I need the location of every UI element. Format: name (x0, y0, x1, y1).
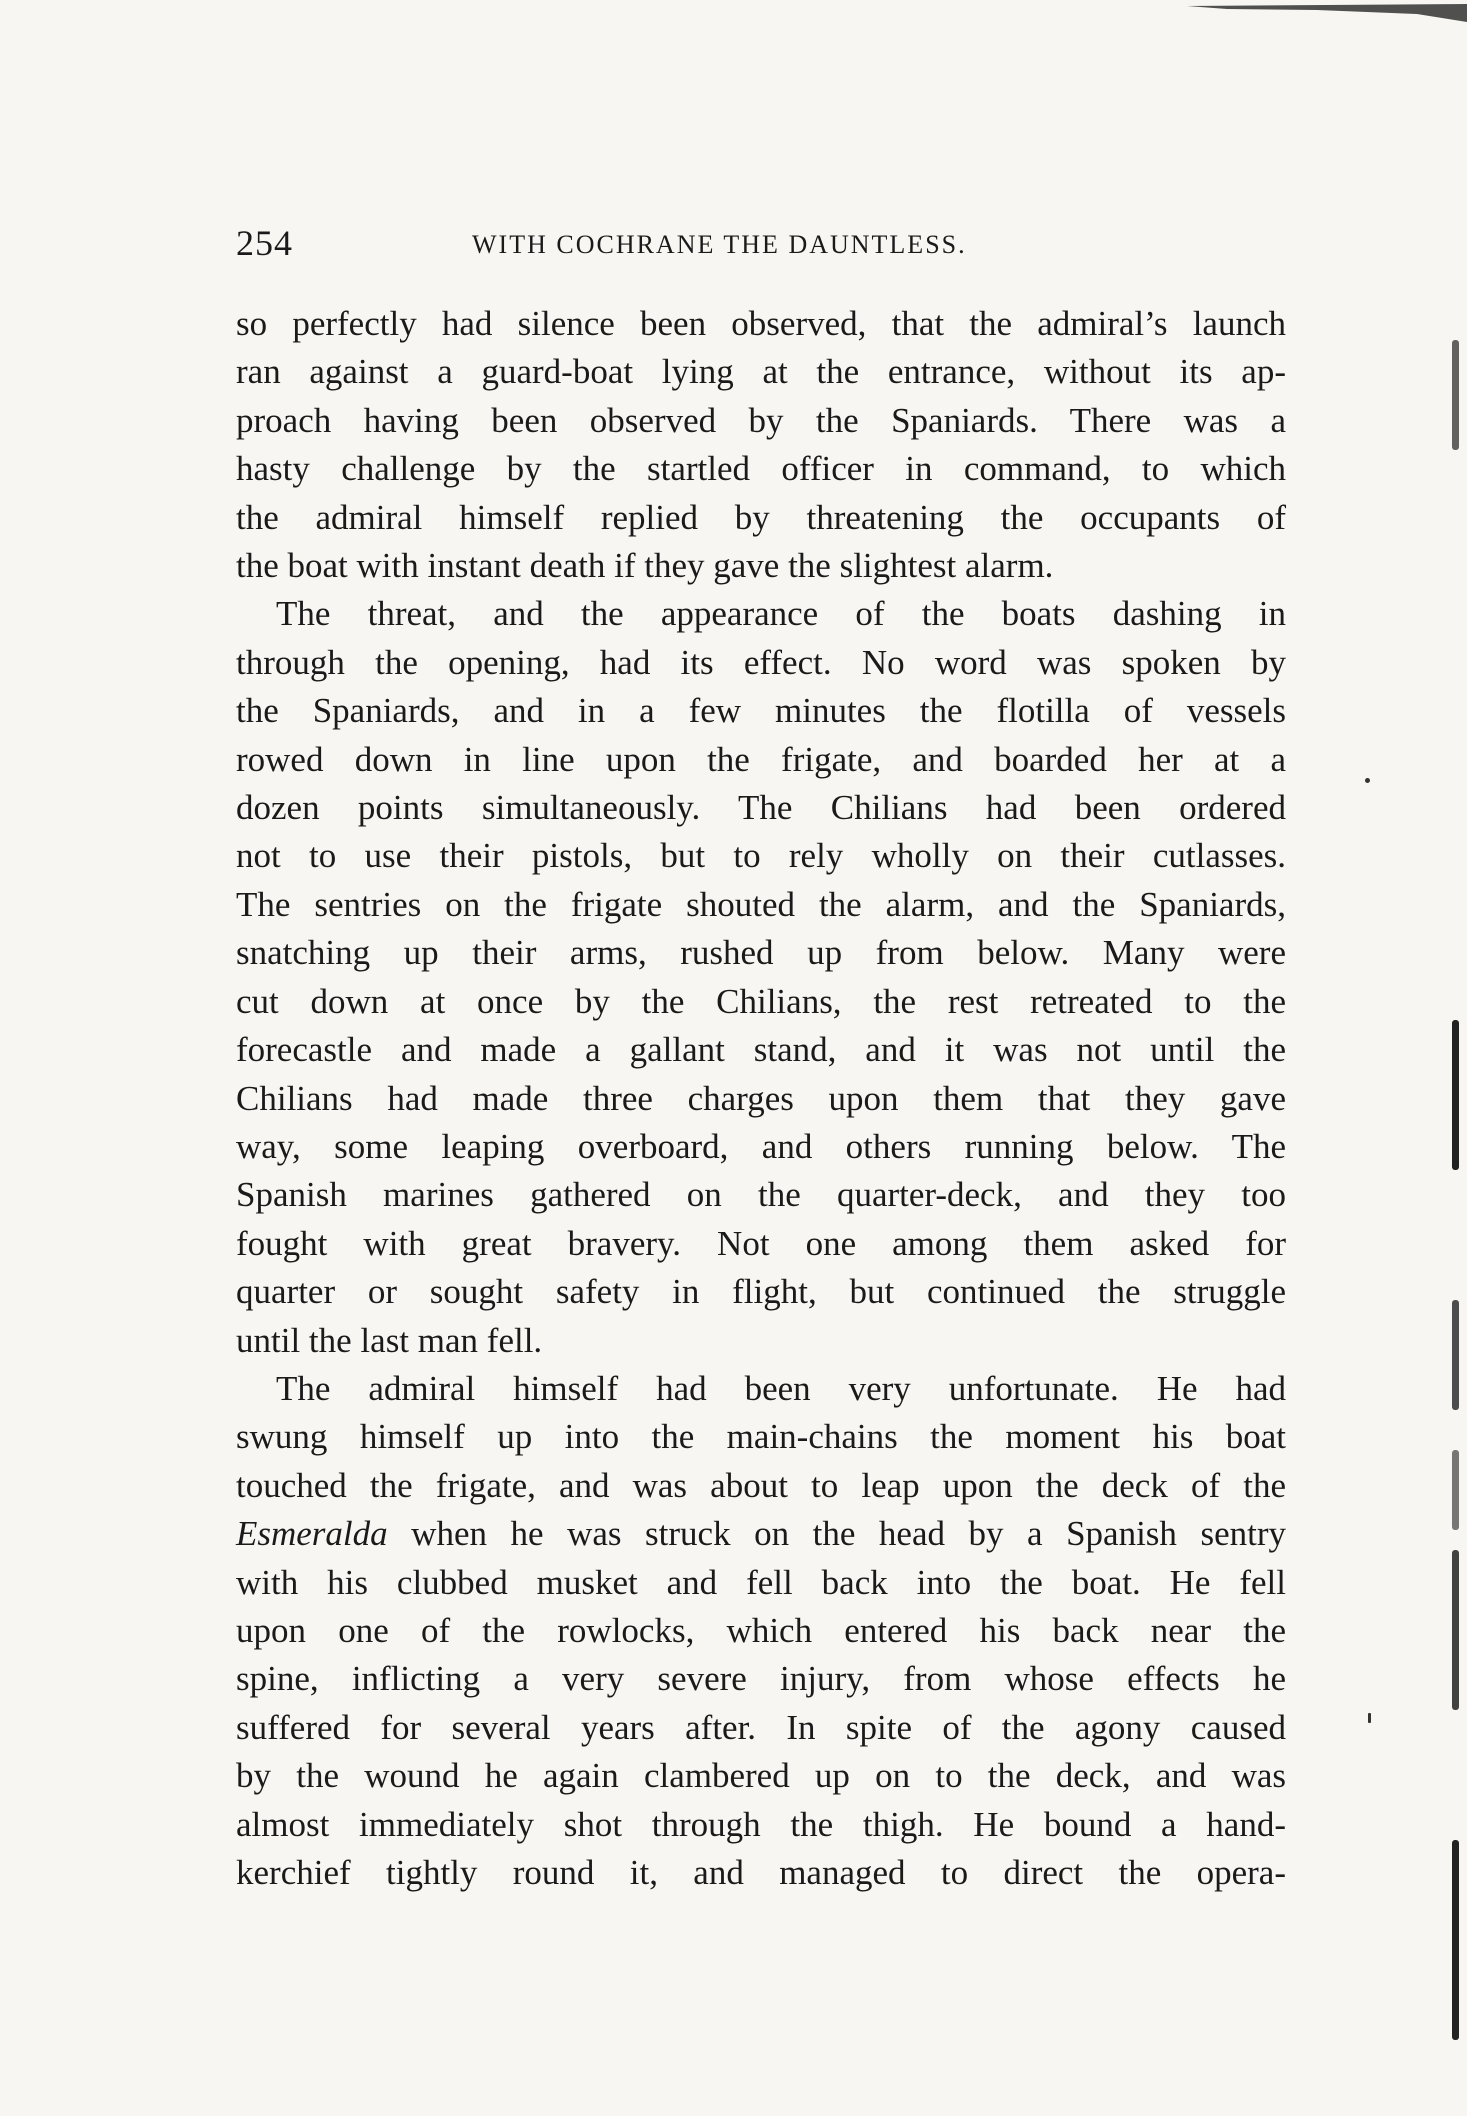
paragraph-3 (236, 1365, 1286, 1897)
ship-name: Esmeralda (236, 1514, 388, 1554)
page-header (236, 222, 1286, 272)
page-edge-shadow (1167, 0, 1467, 30)
text-line: by the wound he again clambered up on to the deck, and was (236, 1756, 1286, 1796)
binding-mark (1452, 1300, 1459, 1410)
text-line: snatching up their arms, rushed up from below. Many were (236, 933, 1286, 973)
text-line: not to use their pistols, but to rely wholly on their cutlasses. (236, 836, 1286, 876)
binding-mark (1452, 1550, 1459, 1710)
text-line: spine, inflicting a very severe injury, from whose effects he (236, 1659, 1286, 1699)
text-line: almost immediately shot through the thigh. He bound a hand- (236, 1804, 1286, 1844)
ink-speck (1368, 1713, 1371, 1723)
text-line: rowed down in line upon the frigate, and boarded her at a (236, 739, 1286, 779)
text-line: way, some leaping overboard, and others running below. The (236, 1126, 1286, 1166)
binding-mark (1452, 340, 1459, 450)
text-line: the Spaniards, and in a few minutes the flotilla of vessels (236, 691, 1286, 731)
text-line: forecastle and made a gallant stand, and it was not until the (236, 1030, 1286, 1070)
text-line: until the last man fell. (236, 1320, 543, 1360)
binding-mark (1452, 1840, 1459, 2040)
ink-speck (1365, 778, 1370, 783)
running-head: WITH COCHRANE THE DAUNTLESS. (472, 230, 967, 259)
text-line: ran against a guard-boat lying at the entrance, without its ap- (236, 352, 1286, 392)
text-line: touched the frigate, and was about to leap upon the deck of the (236, 1465, 1286, 1505)
text-line: through the opening, had its effect. No word was spoken by (236, 642, 1286, 682)
binding-shadow (1439, 300, 1467, 2100)
text-line: suffered for several years after. In spite of the agony caused (236, 1707, 1286, 1747)
text-line: hasty challenge by the startled officer in command, to which (236, 449, 1286, 489)
text-line: so perfectly had silence been observed, that the admiral’s launch (236, 304, 1286, 343)
text-line: swung himself up into the main-chains the moment his boat (236, 1417, 1286, 1457)
binding-mark (1452, 1450, 1459, 1530)
text-line: Spanish marines gathered on the quarter-deck, and they too (236, 1175, 1286, 1215)
paragraph-2 (236, 590, 1286, 1365)
text-line: the admiral himself replied by threatening the occupants of (236, 497, 1286, 537)
text-line: fought with great bravery. Not one among them asked for (236, 1223, 1286, 1263)
text-line: proach having been observed by the Spaniards. There was a (236, 400, 1286, 440)
body-text (236, 300, 1286, 1897)
text-line: dozen points simultaneously. The Chilians had been ordered (236, 788, 1286, 828)
text-line: the boat with instant death if they gave the slightest alarm. (236, 546, 1054, 586)
text-line: The admiral himself had been very unfortunate. He had (276, 1368, 1286, 1408)
text-line: The sentries on the frigate shouted the alarm, and the Spaniards, (236, 884, 1286, 924)
text-line: The threat, and the appearance of the boats dashing in (276, 594, 1286, 634)
text-line: Esmeralda when he was struck on the head by a Spanish sentry (236, 1514, 1286, 1554)
text-line: with his clubbed musket and fell back into the boat. He fell (236, 1562, 1286, 1602)
text-line: quarter or sought safety in flight, but continued the struggle (236, 1272, 1286, 1312)
text-line: upon one of the rowlocks, which entered his back near the (236, 1610, 1286, 1650)
text-line: kerchief tightly round it, and managed to direct the opera- (236, 1853, 1286, 1892)
text-line: cut down at once by the Chilians, the rest retreated to the (236, 981, 1286, 1021)
text-line: Chilians had made three charges upon them that they gave (236, 1078, 1286, 1118)
binding-mark (1452, 1020, 1459, 1170)
page-number: 254 (236, 223, 293, 263)
paragraph-1 (236, 300, 1286, 590)
